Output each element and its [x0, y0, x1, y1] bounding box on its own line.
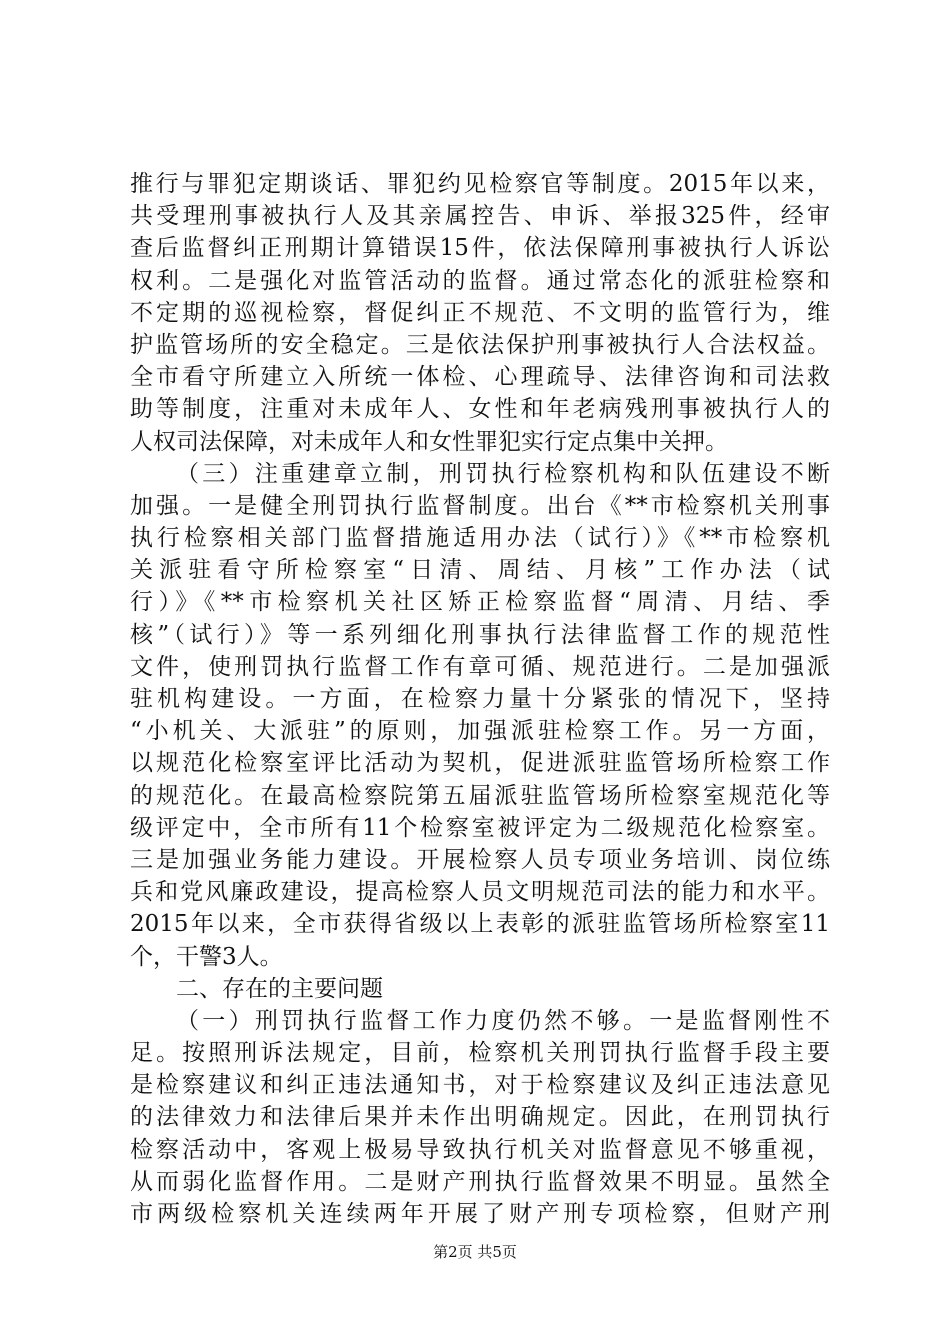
text-line: 文件，使刑罚执行监督工作有章可循、规范进行。二是加强派: [130, 653, 830, 680]
text-line: 加强。一是健全刑罚执行监督制度。出台《**市检察机关刑事: [130, 492, 830, 519]
text-line: 个，干警3人。: [130, 943, 283, 970]
text-line: 共受理刑事被执行人及其亲属控告、申诉、举报325件，经审: [130, 203, 830, 230]
text-line: 以规范化检察室评比活动为契机，促进派驻监管场所检察工作: [130, 750, 830, 777]
text-line: “小机关、大派驻”的原则，加强派驻检察工作。另一方面，: [130, 718, 830, 745]
body-text: [130, 168, 830, 1230]
text-line: 助等制度，注重对未成年人、女性和年老病残刑事被执行人的: [130, 396, 830, 423]
text-line: 三是加强业务能力建设。开展检察人员专项业务培训、岗位练: [130, 846, 830, 873]
text-line: （三）注重建章立制，刑罚执行检察机构和队伍建设不断: [176, 460, 830, 487]
text-line: 是检察建议和纠正违法通知书，对于检察建议及纠正违法意见: [130, 1072, 830, 1099]
text-line: 查后监督纠正刑期计算错误15件，依法保障刑事被执行人诉讼: [130, 235, 830, 262]
text-line: 关派驻看守所检察室“日清、周结、月核”工作办法（试: [130, 557, 830, 584]
text-line: 人权司法保障，对未成年人和女性罪犯实行定点集中关押。: [130, 428, 728, 455]
text-line: 的规范化。在最高检察院第五届派驻监管场所检察室规范化等: [130, 782, 830, 809]
text-line: 的法律效力和法律后果并未作出明确规定。因此，在刑罚执行: [130, 1104, 830, 1131]
text-line: 不定期的巡视检察，督促纠正不规范、不文明的监管行为，维: [130, 299, 830, 326]
text-line: 执行检察相关部门监督措施适用办法（试行）》《**市检察机: [130, 525, 830, 552]
text-line: 权利。二是强化对监管活动的监督。通过常态化的派驻检察和: [130, 267, 830, 294]
text-line: 市两级检察机关连续两年开展了财产刑专项检察，但财产刑: [130, 1201, 830, 1227]
text-line: 2015年以来，全市获得省级以上表彰的派驻监管场所检察室11: [130, 911, 830, 938]
text-line: （一）刑罚执行监督工作力度仍然不够。一是监督刚性不: [176, 1007, 830, 1034]
text-line: 检察活动中，客观上极易导致执行机关对监督意见不够重视，: [130, 1136, 830, 1163]
text-line: 核”（试行）》等一系列细化刑事执行法律监督工作的规范性: [130, 621, 830, 648]
text-line: 兵和党风廉政建设，提高检察人员文明规范司法的能力和水平。: [130, 879, 830, 906]
page-footer: 第2页 共5页: [433, 1243, 517, 1261]
text-line: 推行与罪犯定期谈话、罪犯约见检察官等制度。2015年以来，: [130, 171, 830, 197]
text-line: 全市看守所建立入所统一体检、心理疏导、法律咨询和司法救: [130, 364, 830, 391]
text-line: 护监管场所的安全稳定。三是依法保护刑事被执行人合法权益。: [130, 331, 830, 358]
text-line: 足。按照刑诉法规定，目前，检察机关刑罚执行监督手段主要: [130, 1040, 830, 1067]
text-line: 二、存在的主要问题: [176, 975, 383, 1002]
text-line: 行）》《**市检察机关社区矫正检察监督“周清、月结、季: [130, 589, 830, 616]
text-line: 级评定中，全市所有11个检察室被评定为二级规范化检察室。: [130, 814, 830, 841]
text-line: 驻机构建设。一方面，在检察力量十分紧张的情况下，坚持: [130, 686, 830, 712]
text-line: 从而弱化监督作用。二是财产刑执行监督效果不明显。虽然全: [130, 1168, 830, 1195]
